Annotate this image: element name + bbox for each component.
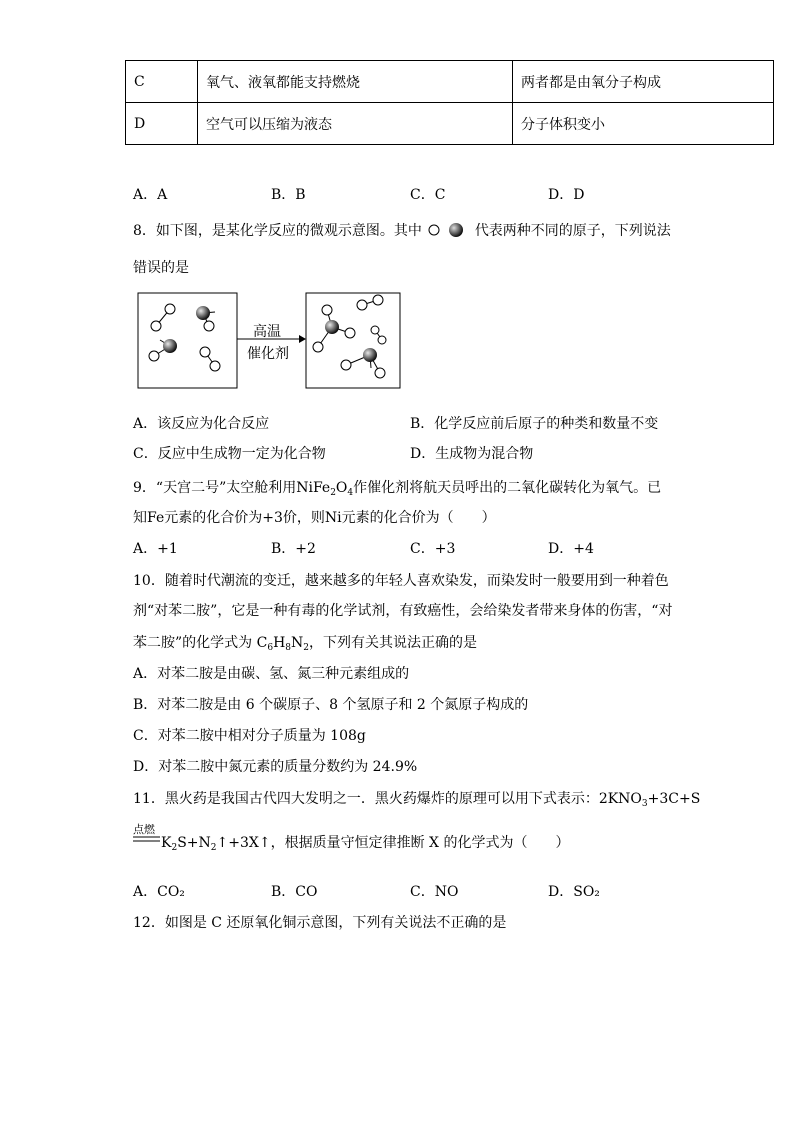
molecule-h2 <box>357 295 383 310</box>
q9-choice-b: B．+2 <box>271 541 316 557</box>
q11-stem-line1 <box>133 788 700 809</box>
subscript: 6 <box>267 643 274 653</box>
options-table <box>125 60 774 145</box>
q8-choice-d: D．生成物为混合物 <box>410 446 534 462</box>
q10-text: N <box>291 635 304 651</box>
q9-choice-d: D．+4 <box>548 541 594 557</box>
molecule-xh3 <box>313 305 355 352</box>
q11-text: K <box>161 835 172 851</box>
condition-bottom-label: 催化剂 <box>247 346 289 362</box>
q11-text: S+N <box>177 835 211 851</box>
q11-stem-line2 <box>161 832 569 853</box>
q9-choice-a: A．+1 <box>133 541 178 557</box>
q12-stem: 12．如图是 C 还原氧化铜示意图，下列有关说法不正确的是 <box>133 915 507 931</box>
q9-text: O <box>335 480 348 496</box>
table-cell-explanation: 分子体积变小 <box>513 103 774 145</box>
molecule-h2 <box>200 347 220 371</box>
molecule-xy <box>149 339 177 361</box>
q11-choice-a: A．CO₂ <box>133 884 185 900</box>
q11-text: 11．黑火药是我国古代四大发明之一．黑火药爆炸的原理可以用下式表示：2KNO <box>133 791 642 807</box>
q7-choice-b: B．B <box>271 187 306 203</box>
table-cell-option: D <box>126 103 198 145</box>
table-cell-explanation: 两者都是由氧分子构成 <box>513 61 774 103</box>
molecule-h2 <box>151 304 175 331</box>
reactant-box <box>138 293 237 388</box>
q11-text: ↑+3X↑，根据质量守恒定律推断 X 的化学式为（ ） <box>216 835 570 851</box>
q11-choice-c: C．NO <box>410 884 459 900</box>
table-row <box>126 61 774 103</box>
q9-text: 作催化剂将航天员呼出的二氧化碳转化为氧气。已 <box>353 480 662 496</box>
arrow-head <box>299 335 306 343</box>
product-box <box>306 293 400 388</box>
subscript: 2 <box>330 488 336 498</box>
subscript: 2 <box>210 843 217 853</box>
q10-text: 苯二胺”的化学式为 C <box>133 635 268 651</box>
q9-stem-line2: 知Fe元素的化合价为+3价，则Ni元素的化合价为（ ） <box>133 510 496 526</box>
table-cell-option: C <box>126 61 198 103</box>
q8-stem-part1: 8．如下图，是某化学反应的微观示意图。其中 <box>133 223 422 239</box>
molecule-xh3 <box>341 348 385 378</box>
q10-stem-line2: 剂“对苯二胺”，它是一种有毒的化学试剂，有致癌性，会给染发者带来身体的伤害，“对 <box>133 603 673 619</box>
molecule-h2 <box>371 326 386 344</box>
q8-stem-line1 <box>133 220 671 240</box>
subscript: 3 <box>641 799 648 809</box>
q10-stem-line3 <box>133 632 477 653</box>
q10-choice-d: D．对苯二胺中氮元素的质量分数约为 24.9% <box>133 759 418 775</box>
q10-choice-a: A．对苯二胺是由碳、氢、氮三种元素组成的 <box>133 666 410 682</box>
equals-sign <box>133 835 161 843</box>
q7-choice-c: C．C <box>410 187 446 203</box>
atom-legend-icon <box>426 222 470 238</box>
q10-choice-b: B．对苯二胺是由 6 个碳原子、8 个氢原子和 2 个氮原子构成的 <box>133 697 529 713</box>
q11-text: +3C+S <box>647 791 701 807</box>
q10-text: ，下列有关其说法正确的是 <box>309 635 477 651</box>
q10-stem-line1: 10．随着时代潮流的变迁，越来越多的年轻人喜欢染发，而染发时一般要用到一种着色 <box>133 573 669 589</box>
q7-choice-a: A．A <box>133 187 168 203</box>
subscript: 2 <box>171 843 178 853</box>
q9-choice-c: C．+3 <box>410 541 456 557</box>
q10-choice-c: C．对苯二胺中相对分子质量为 108g <box>133 728 366 744</box>
q7-choice-d: D．D <box>548 187 585 203</box>
q8-stem-part2: 代表两种不同的原子，下列说法 <box>474 223 671 239</box>
molecule-xy <box>196 306 215 331</box>
q10-text: H <box>273 635 286 651</box>
condition-top-label: 高温 <box>253 324 281 340</box>
q8-stem-line2: 错误的是 <box>133 260 189 276</box>
q8-choice-b: B．化学反应前后原子的种类和数量不变 <box>410 416 659 432</box>
table-cell-phenomenon: 空气可以压缩为液态 <box>198 103 513 145</box>
q9-text: 9．“天宫二号”太空舱利用NiFe <box>133 480 331 496</box>
q11-choice-d: D．SO₂ <box>548 884 600 900</box>
subscript: 8 <box>285 643 292 653</box>
q8-choice-a: A．该反应为化合反应 <box>133 416 270 432</box>
table-cell-phenomenon: 氧气、液氧都能支持燃烧 <box>198 61 513 103</box>
subscript: 4 <box>347 488 354 498</box>
q11-choice-b: B．CO <box>271 884 318 900</box>
q9-stem-line1 <box>133 477 661 498</box>
reaction-condition-label: 点燃 <box>133 823 155 836</box>
table-row <box>126 103 774 145</box>
q8-choice-c: C．反应中生成物一定为化合物 <box>133 446 326 462</box>
subscript: 2 <box>303 643 309 653</box>
